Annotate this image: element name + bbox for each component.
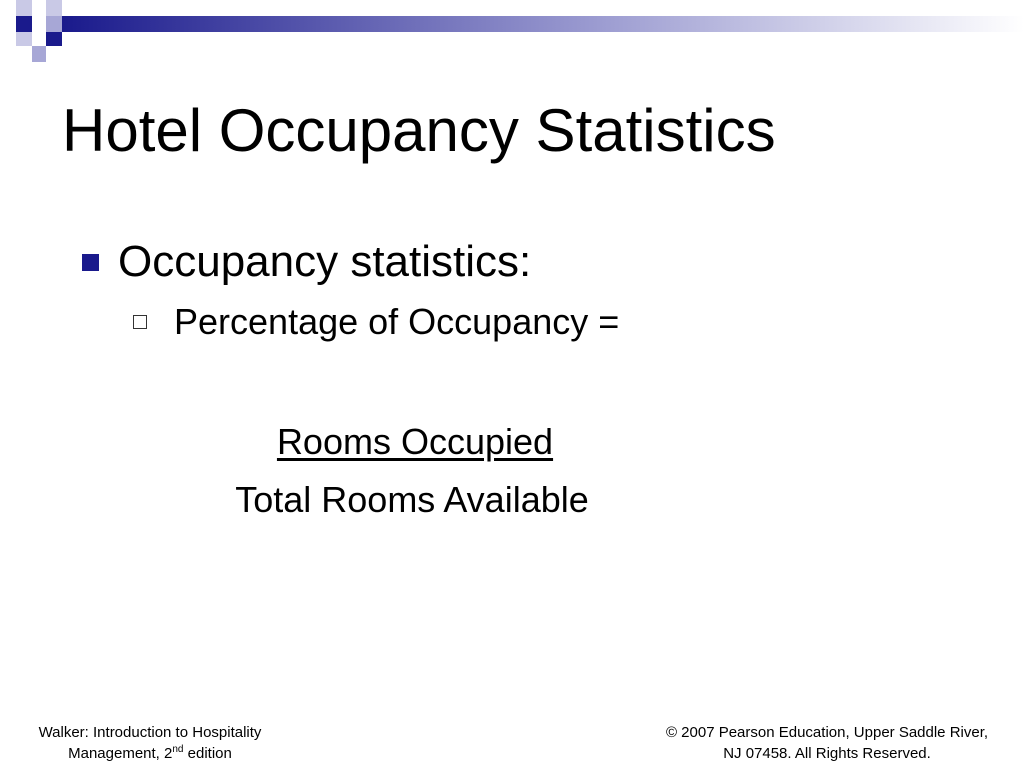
slide-title: Hotel Occupancy Statistics <box>62 97 776 164</box>
footer-right-line1: © 2007 Pearson Education, Upper Saddle River, <box>665 724 989 741</box>
bullet-sub-text: Percentage of Occupancy = <box>174 301 620 342</box>
fraction-numerator: Rooms Occupied <box>276 421 554 462</box>
hollow-square-icon <box>133 315 147 329</box>
bullet-sub <box>133 300 619 344</box>
footer-left-line2 <box>0 743 300 764</box>
filled-square-icon <box>82 254 99 271</box>
bullet-main-text: Occupancy statistics: <box>118 237 532 286</box>
footer-left-line1: Walker: Introduction to Hospitality <box>38 724 262 741</box>
footer-left-line2-sup: nd <box>172 744 184 755</box>
footer-left-line2-prefix: Management, 2 <box>68 745 173 762</box>
fraction-denominator: Total Rooms Available <box>235 479 589 520</box>
footer-book-citation <box>0 722 300 764</box>
header-decoration <box>0 0 1024 64</box>
footer-right-line2: NJ 07458. All Rights Reserved. <box>723 745 931 762</box>
footer-copyright <box>630 722 1024 764</box>
bullet-main <box>82 236 531 288</box>
footer-left-line2-suffix: edition <box>183 745 232 762</box>
